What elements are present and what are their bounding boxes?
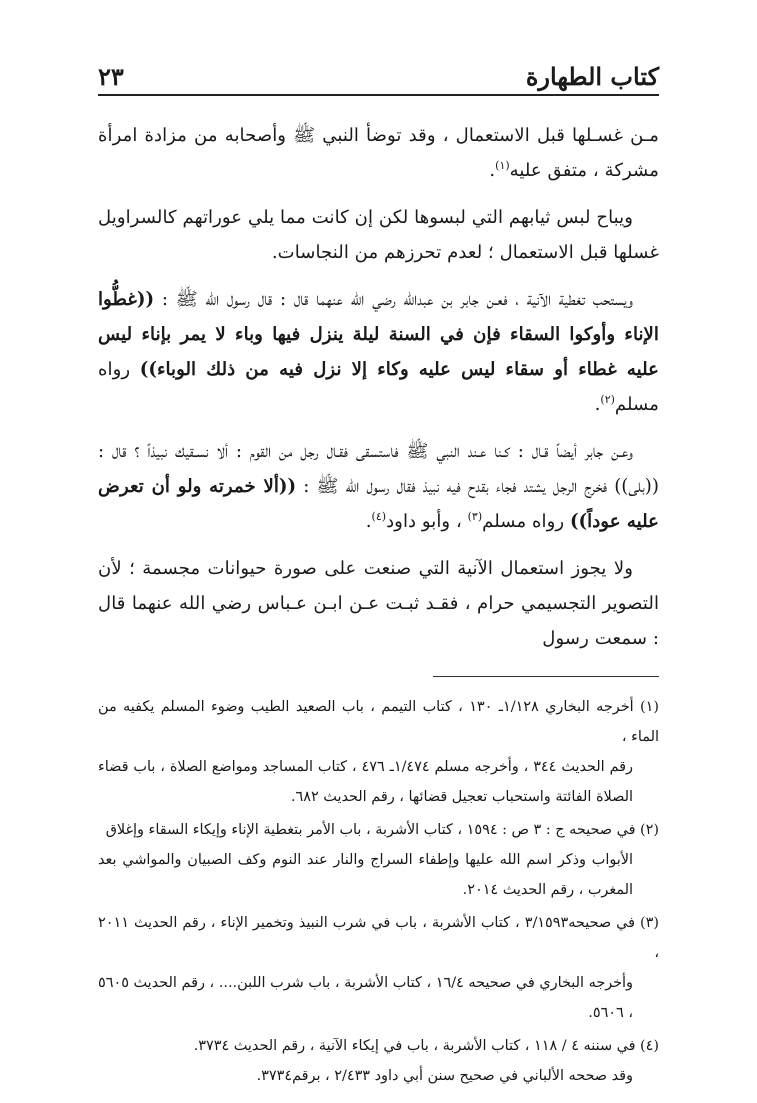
footnote-ref-1[interactable]: (١) — [495, 158, 510, 172]
paragraph-5: ولا يجوز استعمال الآنية التي صنعت على صورة حيوانات مجسمة ؛ لأن التصوير التجسيمي حرام ، فقـد ثبـت عـن ابـن عـباس رضي الله عنهما قال : سمعت رسول — [98, 558, 659, 649]
footnote-ref-2[interactable]: (٢) — [600, 392, 615, 406]
paragraph-4 — [98, 434, 659, 539]
footnote-1 — [98, 692, 659, 812]
page-header — [98, 58, 659, 96]
paragraph-3 — [98, 282, 659, 422]
paragraph-3-intro: ويستحب تغطية الآنية ، فعـن جابر بن عبدالله رضي الله عنهما قال : قال رسول الله ﷺ : — [154, 289, 633, 310]
footnote-1-continuation: رقم الحديث ٣٤٤ ، وأخرجه مسلم ١/٤٧٤ـ ٤٧٦ ، كتاب المساجد ومواضع الصلاة ، باب قضاء الصلاة الفائتة واستحباب تعجيل قضائها ، رقم الحديث ٦٨٢. — [98, 759, 633, 805]
footnote-2 — [98, 815, 659, 905]
paragraph-3-source: رواه مسلم — [98, 359, 659, 415]
paragraph-4-end: . — [365, 511, 372, 532]
header-rule — [98, 94, 659, 96]
footnote-3-first-line: (٣) في صحيحه٣/١٥٩٣ ، كتاب الأشربة ، باب في شرب النبيذ وتخمير الإناء ، رقم الحديث ٢٠١١ ، — [98, 915, 659, 961]
paragraph-1 — [98, 118, 659, 188]
footnotes — [98, 692, 659, 1094]
hadith-text-2: ((ألا خمرته ولو أن تعرض عليه عوداً)) — [98, 476, 659, 532]
footnote-4 — [98, 1031, 659, 1091]
paragraph-4-source: رواه مسلم — [482, 511, 570, 532]
footnote-separator — [433, 676, 659, 677]
footnote-ref-3[interactable]: (٣) — [467, 509, 483, 523]
paragraph-1-text: مـن غسـلها قبل الاستعمال ، وقد توضأ النبي ﷺ وأصحابه من مزادة امرأة مشركة ، متفق عليه — [98, 125, 659, 181]
chapter-title: كتاب الطهارة — [525, 62, 659, 91]
hadith-text-1: ((غطُّوا الإناء وأوكوا السقاء فإن في السنة ليلة ينزل فيها وباء لا يمر بإناء ليس عليه غطاء أو سقاء ليس عليه وكاء إلا نزل فيه من ذلك الوباء)) — [98, 289, 659, 380]
paragraph-1-end: . — [489, 160, 496, 181]
footnote-2-continuation: الأبواب وذكر اسم الله عليها وإطفاء السراج والنار عند النوم وكف الصبيان والمواشي بعد المغرب ، رقم الحديث ٢٠١٤. — [98, 852, 633, 898]
page-number: ٢٣ — [98, 62, 124, 91]
footnote-ref-4[interactable]: (٤) — [371, 509, 387, 523]
paragraph-4-source-2: ، وأبو داود — [386, 511, 468, 532]
footnote-3 — [98, 908, 659, 1028]
paragraph-3-end: . — [594, 394, 601, 415]
footnote-4-continuation: وقد صححه الألباني في صحيح سنن أبي داود ٢/٤٣٣ ، برقم٣٧٣٤. — [256, 1068, 633, 1084]
footnote-2-first-line: (٢) في صحيحه ج : ٣ ص : ١٥٩٤ ، كتاب الأشربة ، باب الأمر بتغطية الإناء وإيكاء السقاء وإغلاق — [105, 822, 659, 838]
footnote-4-first-line: (٤) في سننه ٤ / ١١٨ ، كتاب الأشربة ، باب في إيكاء الآنية ، رقم الحديث ٣٧٣٤. — [193, 1038, 659, 1054]
paragraph-4-intro: وعـن جابر أيضاً قـال : كـنا عـند النبي ﷺ فاستسقى فقـال رجل من القوم : ألا نسـقيك نبيذاً ؟ قال : ((بلى)) فخرج الرجل يشتد فجاء بقدح فيه نبيذ فقال رسول الله ﷺ : — [98, 441, 659, 497]
footnote-3-continuation: وأخرجه البخاري في صحيحه ١٦/٤ ، كتاب الأشربة ، باب شرب اللبن.... ، رقم الحديث ٥٦٠٥ ، ٥٦٠٦. — [98, 975, 633, 1021]
paragraph-2: ويباح لبس ثيابهم التي لبسوها لكن إن كانت مما يلي عوراتهم كالسراويل غسلها قبل الاستعمال ؛ لعدم تحرزهم من النجاسات. — [98, 207, 659, 263]
footnote-1-first-line: (١) أخرجه البخاري ١/١٢٨ـ ١٣٠ ، كتاب التيمم ، باب الصعيد الطيب وضوء المسلم يكفيه من الماء ، — [98, 699, 659, 745]
main-text — [98, 118, 659, 668]
